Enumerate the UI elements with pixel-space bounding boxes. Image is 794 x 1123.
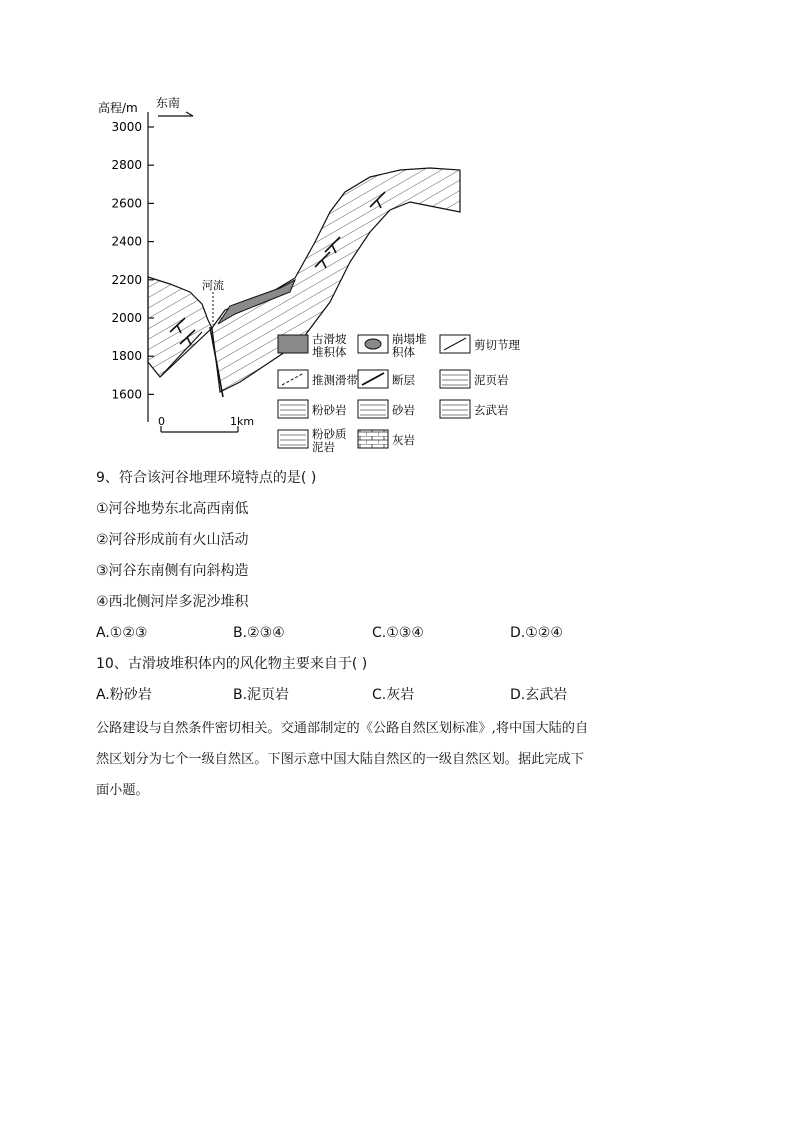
y-tick-label: 2800 [111, 158, 142, 173]
legend-icon-ellipse [365, 339, 381, 349]
question-9-item-4: ④西北侧河岸多泥沙堆积 [96, 594, 249, 610]
question-10-option-a[interactable]: A.粉砂岩 [96, 687, 152, 703]
question-9-item-3: ③河谷东南侧有向斜构造 [96, 563, 249, 579]
legend-label: 推测滑带 [312, 373, 358, 387]
scale-length: 1km [230, 415, 255, 428]
question-9-option-c[interactable]: C.①③④ [372, 625, 424, 641]
question-10-option-d[interactable]: D.玄武岩 [510, 687, 568, 703]
passage [96, 713, 702, 806]
legend-label: 剪切节理 [474, 338, 520, 352]
legend-label: 断层 [392, 373, 415, 387]
y-tick-label: 2400 [111, 234, 142, 249]
question-9-option-b[interactable]: B.②③④ [233, 625, 285, 641]
y-tick-label: 1600 [111, 387, 142, 402]
question-9-item-1: ①河谷地势东北高西南低 [96, 501, 249, 517]
y-axis-label: 高程/m [98, 101, 138, 115]
y-axis [98, 95, 193, 422]
y-tick-label: 1800 [111, 349, 142, 364]
legend-label: 玄武岩 [474, 403, 509, 417]
scale-zero: 0 [158, 415, 165, 428]
passage-line-2: 然区划分为七个一级自然区。下图示意中国大陆自然区的一级自然区划。据此完成下 [96, 752, 584, 767]
cross-section [148, 168, 460, 397]
legend-label: 砂岩 [392, 403, 415, 417]
y-tick-label: 2200 [111, 272, 142, 287]
question-10-option-c[interactable]: C.灰岩 [372, 687, 415, 703]
ancient-landslide-legend-icon [278, 335, 308, 353]
question-10-stem: 10、古滑坡堆积体内的风化物主要来自于( ) [96, 656, 368, 672]
question-9-option-a[interactable]: A.①②③ [96, 625, 148, 641]
question-9-option-d[interactable]: D.①②④ [510, 625, 563, 641]
legend [278, 332, 520, 454]
river-label: 河流 [202, 279, 224, 292]
legend-label: 古滑坡 [312, 332, 347, 346]
geologic-cross-section-figure [90, 92, 540, 462]
legend-label: 泥岩 [312, 440, 335, 454]
passage-line-3: 面小题。 [96, 783, 149, 798]
legend-label: 粉砂岩 [312, 403, 347, 417]
legend-label: 崩塌堆 [392, 332, 427, 346]
legend-label: 灰岩 [392, 433, 415, 447]
question-9-stem: 9、符合该河谷地理环境特点的是( ) [96, 470, 317, 486]
legend-label: 积体 [392, 345, 415, 359]
limestone-legend-icon [358, 430, 388, 448]
passage-line-1: 公路建设与自然条件密切相关。交通部制定的《公路自然区划标准》,将中国大陆的自 [96, 721, 589, 736]
legend-label: 堆积体 [312, 345, 347, 359]
legend-label: 泥页岩 [474, 373, 509, 387]
scale-bar [158, 415, 254, 432]
y-tick-label: 3000 [111, 120, 142, 134]
question-9-item-2: ②河谷形成前有火山活动 [96, 532, 249, 548]
y-tick-label: 2600 [111, 196, 142, 211]
direction-label: 东南 [156, 96, 181, 110]
y-tick-label: 2000 [111, 311, 142, 325]
legend-label: 粉砂质 [312, 427, 347, 441]
question-10-option-b[interactable]: B.泥页岩 [233, 687, 290, 703]
